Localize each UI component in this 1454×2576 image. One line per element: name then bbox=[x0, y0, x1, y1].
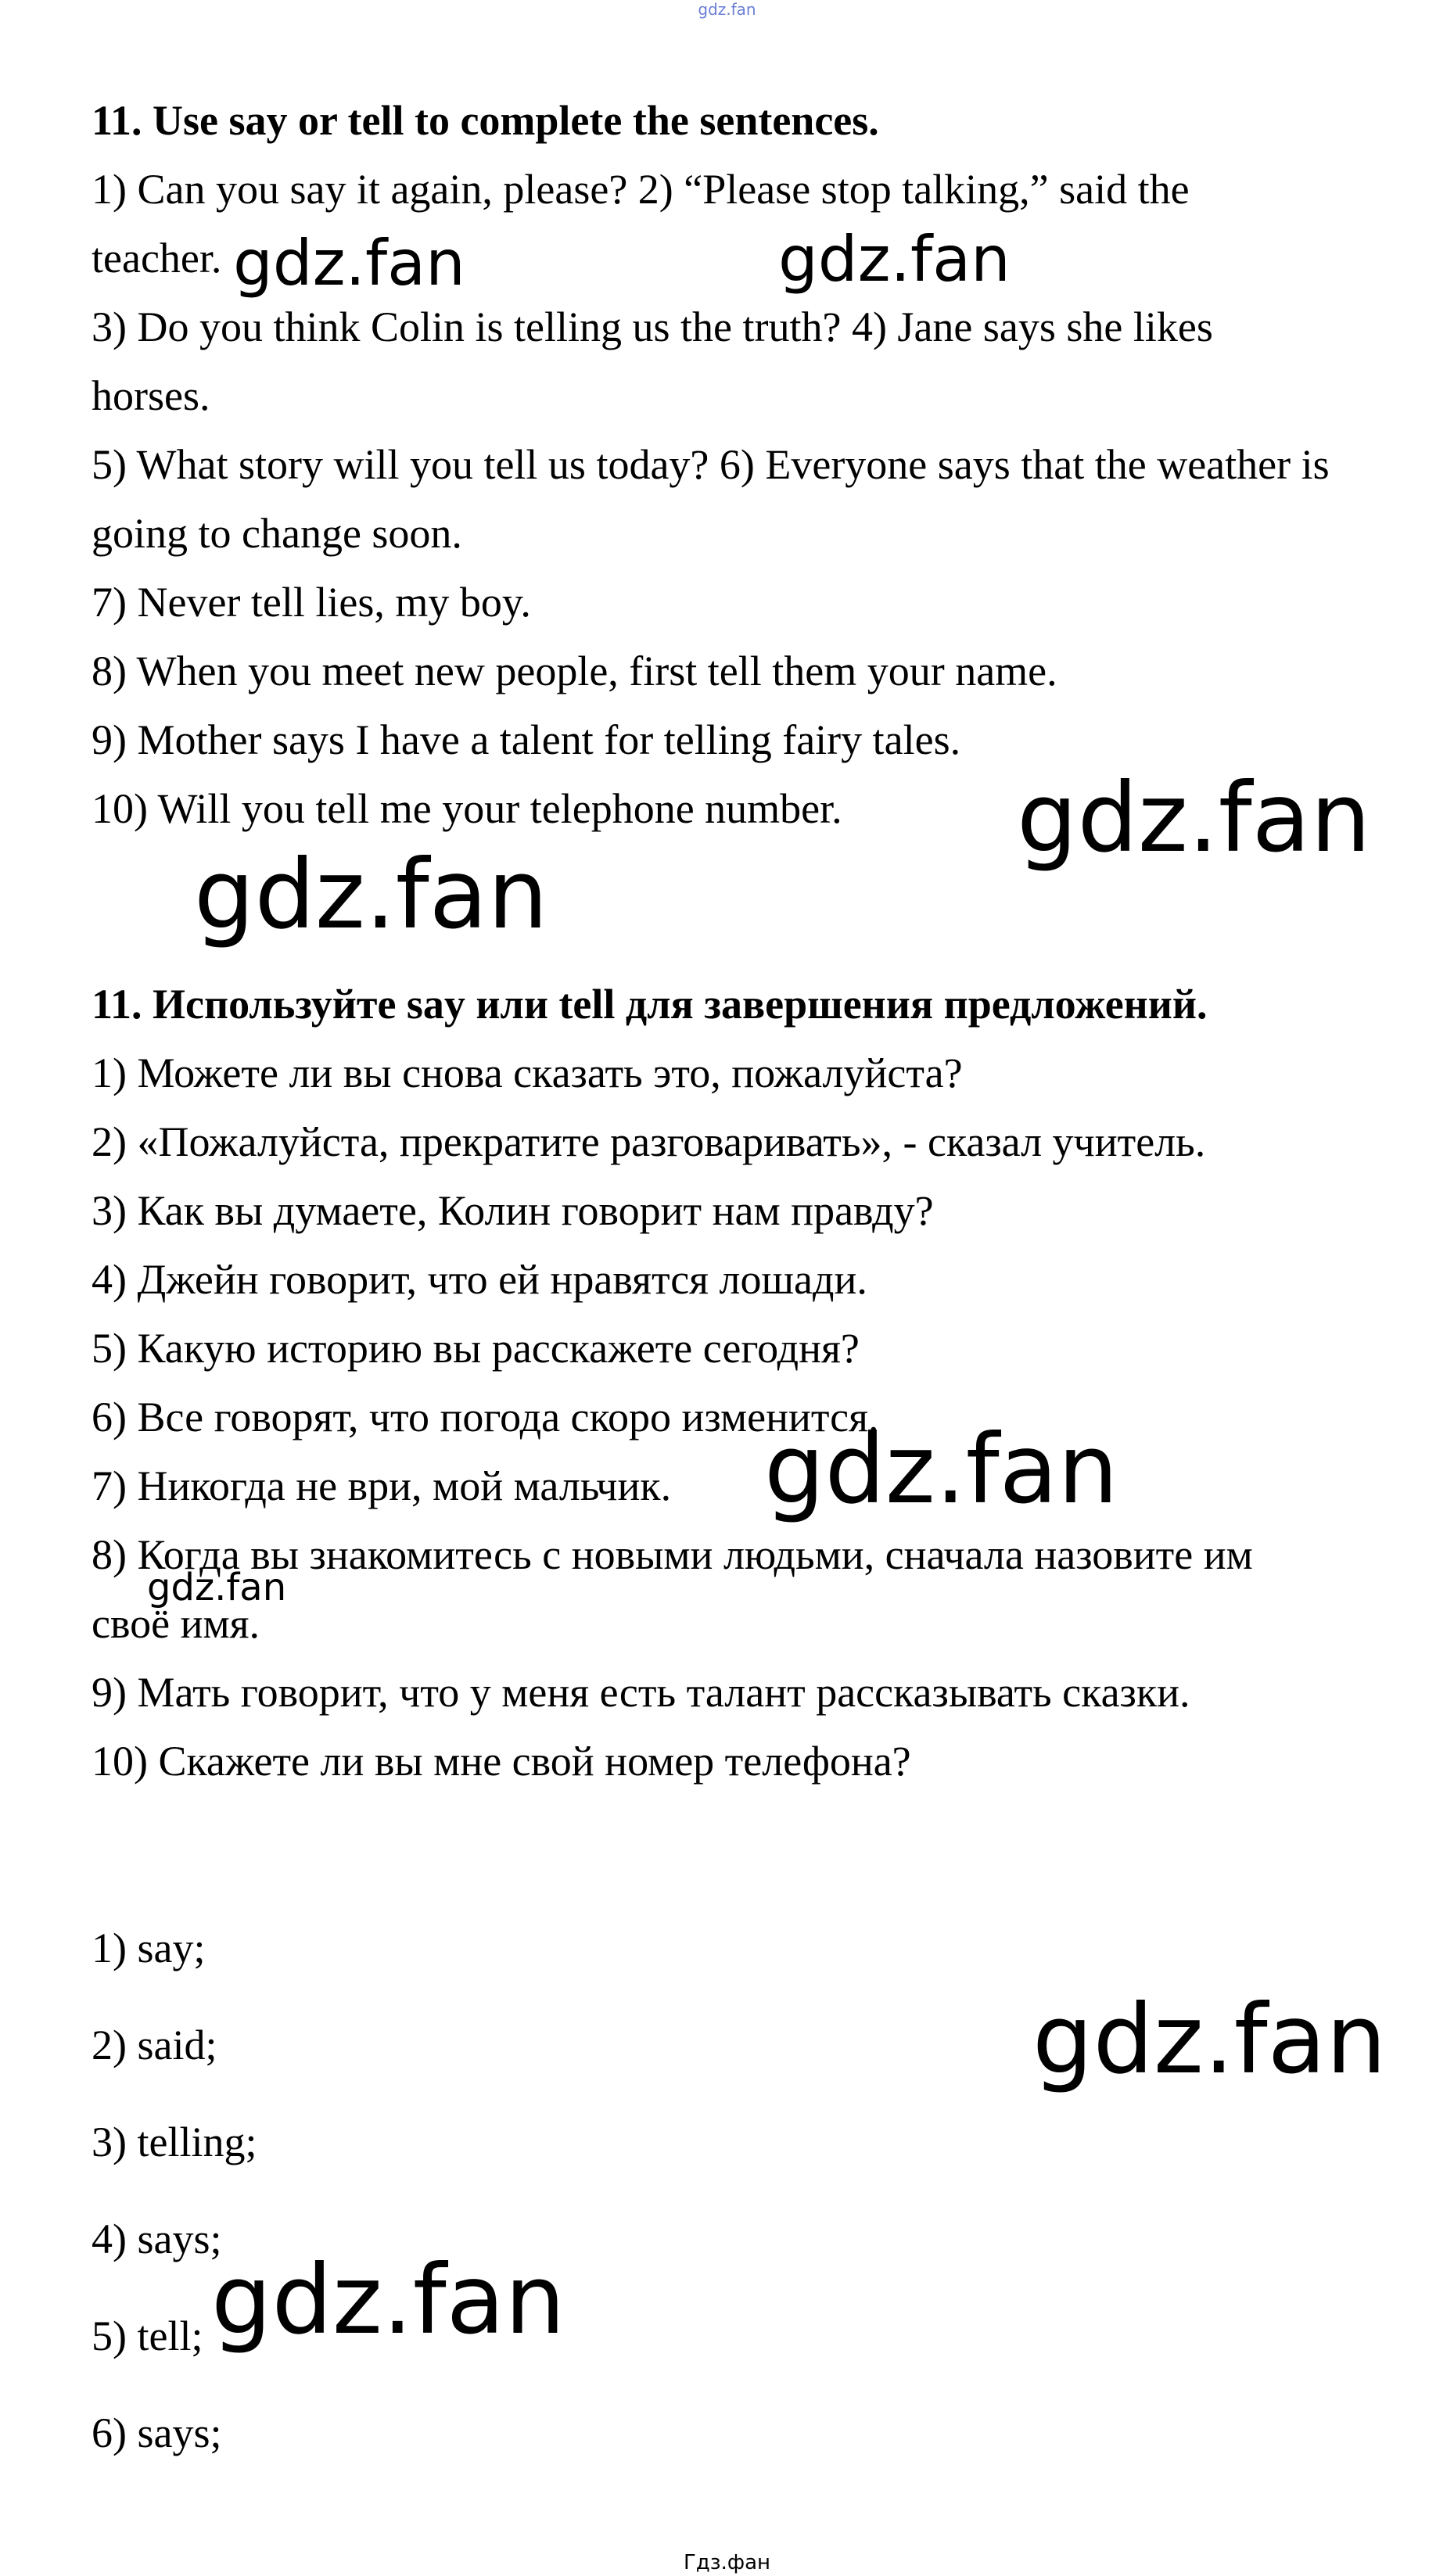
top-watermark: gdz.fan bbox=[698, 0, 756, 19]
watermark-text: gdz.fan bbox=[147, 1566, 287, 1609]
russian-line: 8) Когда вы знакомитесь с новыми людьми, сначала назовите им bbox=[92, 1531, 1253, 1578]
russian-line: 2) «Пожалуйста, прекратите разговаривать», - сказал учитель. bbox=[92, 1118, 1206, 1165]
answer-item: 5) tell; bbox=[92, 2312, 203, 2359]
english-line: 1) Can you say it again, please? 2) “Please stop talking,” said the bbox=[92, 166, 1190, 213]
answer-item: 1) say; bbox=[92, 1925, 206, 1971]
russian-line: своё имя. bbox=[92, 1600, 260, 1647]
english-line: 8) When you meet new people, first tell them your name. bbox=[92, 648, 1057, 694]
russian-line: 7) Никогда не ври, мой мальчик. bbox=[92, 1462, 672, 1509]
english-line: 3) Do you think Colin is telling us the truth? 4) Jane says she likes bbox=[92, 303, 1213, 350]
russian-task-title: 11. Используйте say или tell для завершения предложений. bbox=[92, 981, 1208, 1028]
russian-section bbox=[92, 970, 1441, 1796]
russian-line: 10) Скажете ли вы мне свой номер телефона? bbox=[92, 1738, 911, 1785]
watermark-text: gdz.fan bbox=[194, 839, 548, 950]
english-line: 5) What story will you tell us today? 6) Everyone says that the weather is bbox=[92, 441, 1330, 488]
english-line: 9) Mother says I have a talent for telling fairy tales. bbox=[92, 716, 961, 763]
russian-line: 3) Как вы думаете, Колин говорит нам правду? bbox=[92, 1187, 934, 1234]
watermark-text: gdz.fan bbox=[211, 2244, 565, 2355]
russian-line: 1) Можете ли вы снова сказать это, пожалуйста? bbox=[92, 1049, 963, 1096]
russian-line: 6) Все говорят, что погода скоро изменится. bbox=[92, 1394, 879, 1440]
watermark-text: gdz.fan bbox=[764, 1414, 1118, 1525]
watermark-text: gdz.fan bbox=[233, 227, 465, 300]
english-line: teacher. bbox=[92, 235, 222, 282]
answer-item: 2) said; bbox=[92, 2022, 217, 2068]
answer-item: 4) says; bbox=[92, 2215, 222, 2262]
russian-line: 5) Какую историю вы расскажете сегодня? bbox=[92, 1325, 860, 1372]
english-line: 7) Never tell lies, my boy. bbox=[92, 579, 531, 626]
watermark-text: gdz.fan bbox=[1032, 1984, 1387, 2095]
watermark-text: gdz.fan bbox=[1017, 762, 1371, 874]
watermark-text: gdz.fan bbox=[778, 223, 1011, 296]
answer-item: 6) says; bbox=[92, 2409, 222, 2456]
english-line: horses. bbox=[92, 372, 210, 419]
english-task-title: 11. Use say or tell to complete the sentences. bbox=[92, 97, 879, 144]
english-section bbox=[92, 86, 1441, 843]
answers-list bbox=[92, 1900, 717, 2481]
english-line: going to change soon. bbox=[92, 510, 462, 557]
english-line: 10) Will you tell me your telephone number. bbox=[92, 785, 842, 832]
russian-line: 9) Мать говорит, что у меня есть талант рассказывать сказки. bbox=[92, 1669, 1190, 1716]
footer-text: Гдз.фан bbox=[683, 2551, 771, 2574]
russian-line: 4) Джейн говорит, что ей нравятся лошади. bbox=[92, 1256, 867, 1303]
answer-item: 3) telling; bbox=[92, 2119, 257, 2165]
